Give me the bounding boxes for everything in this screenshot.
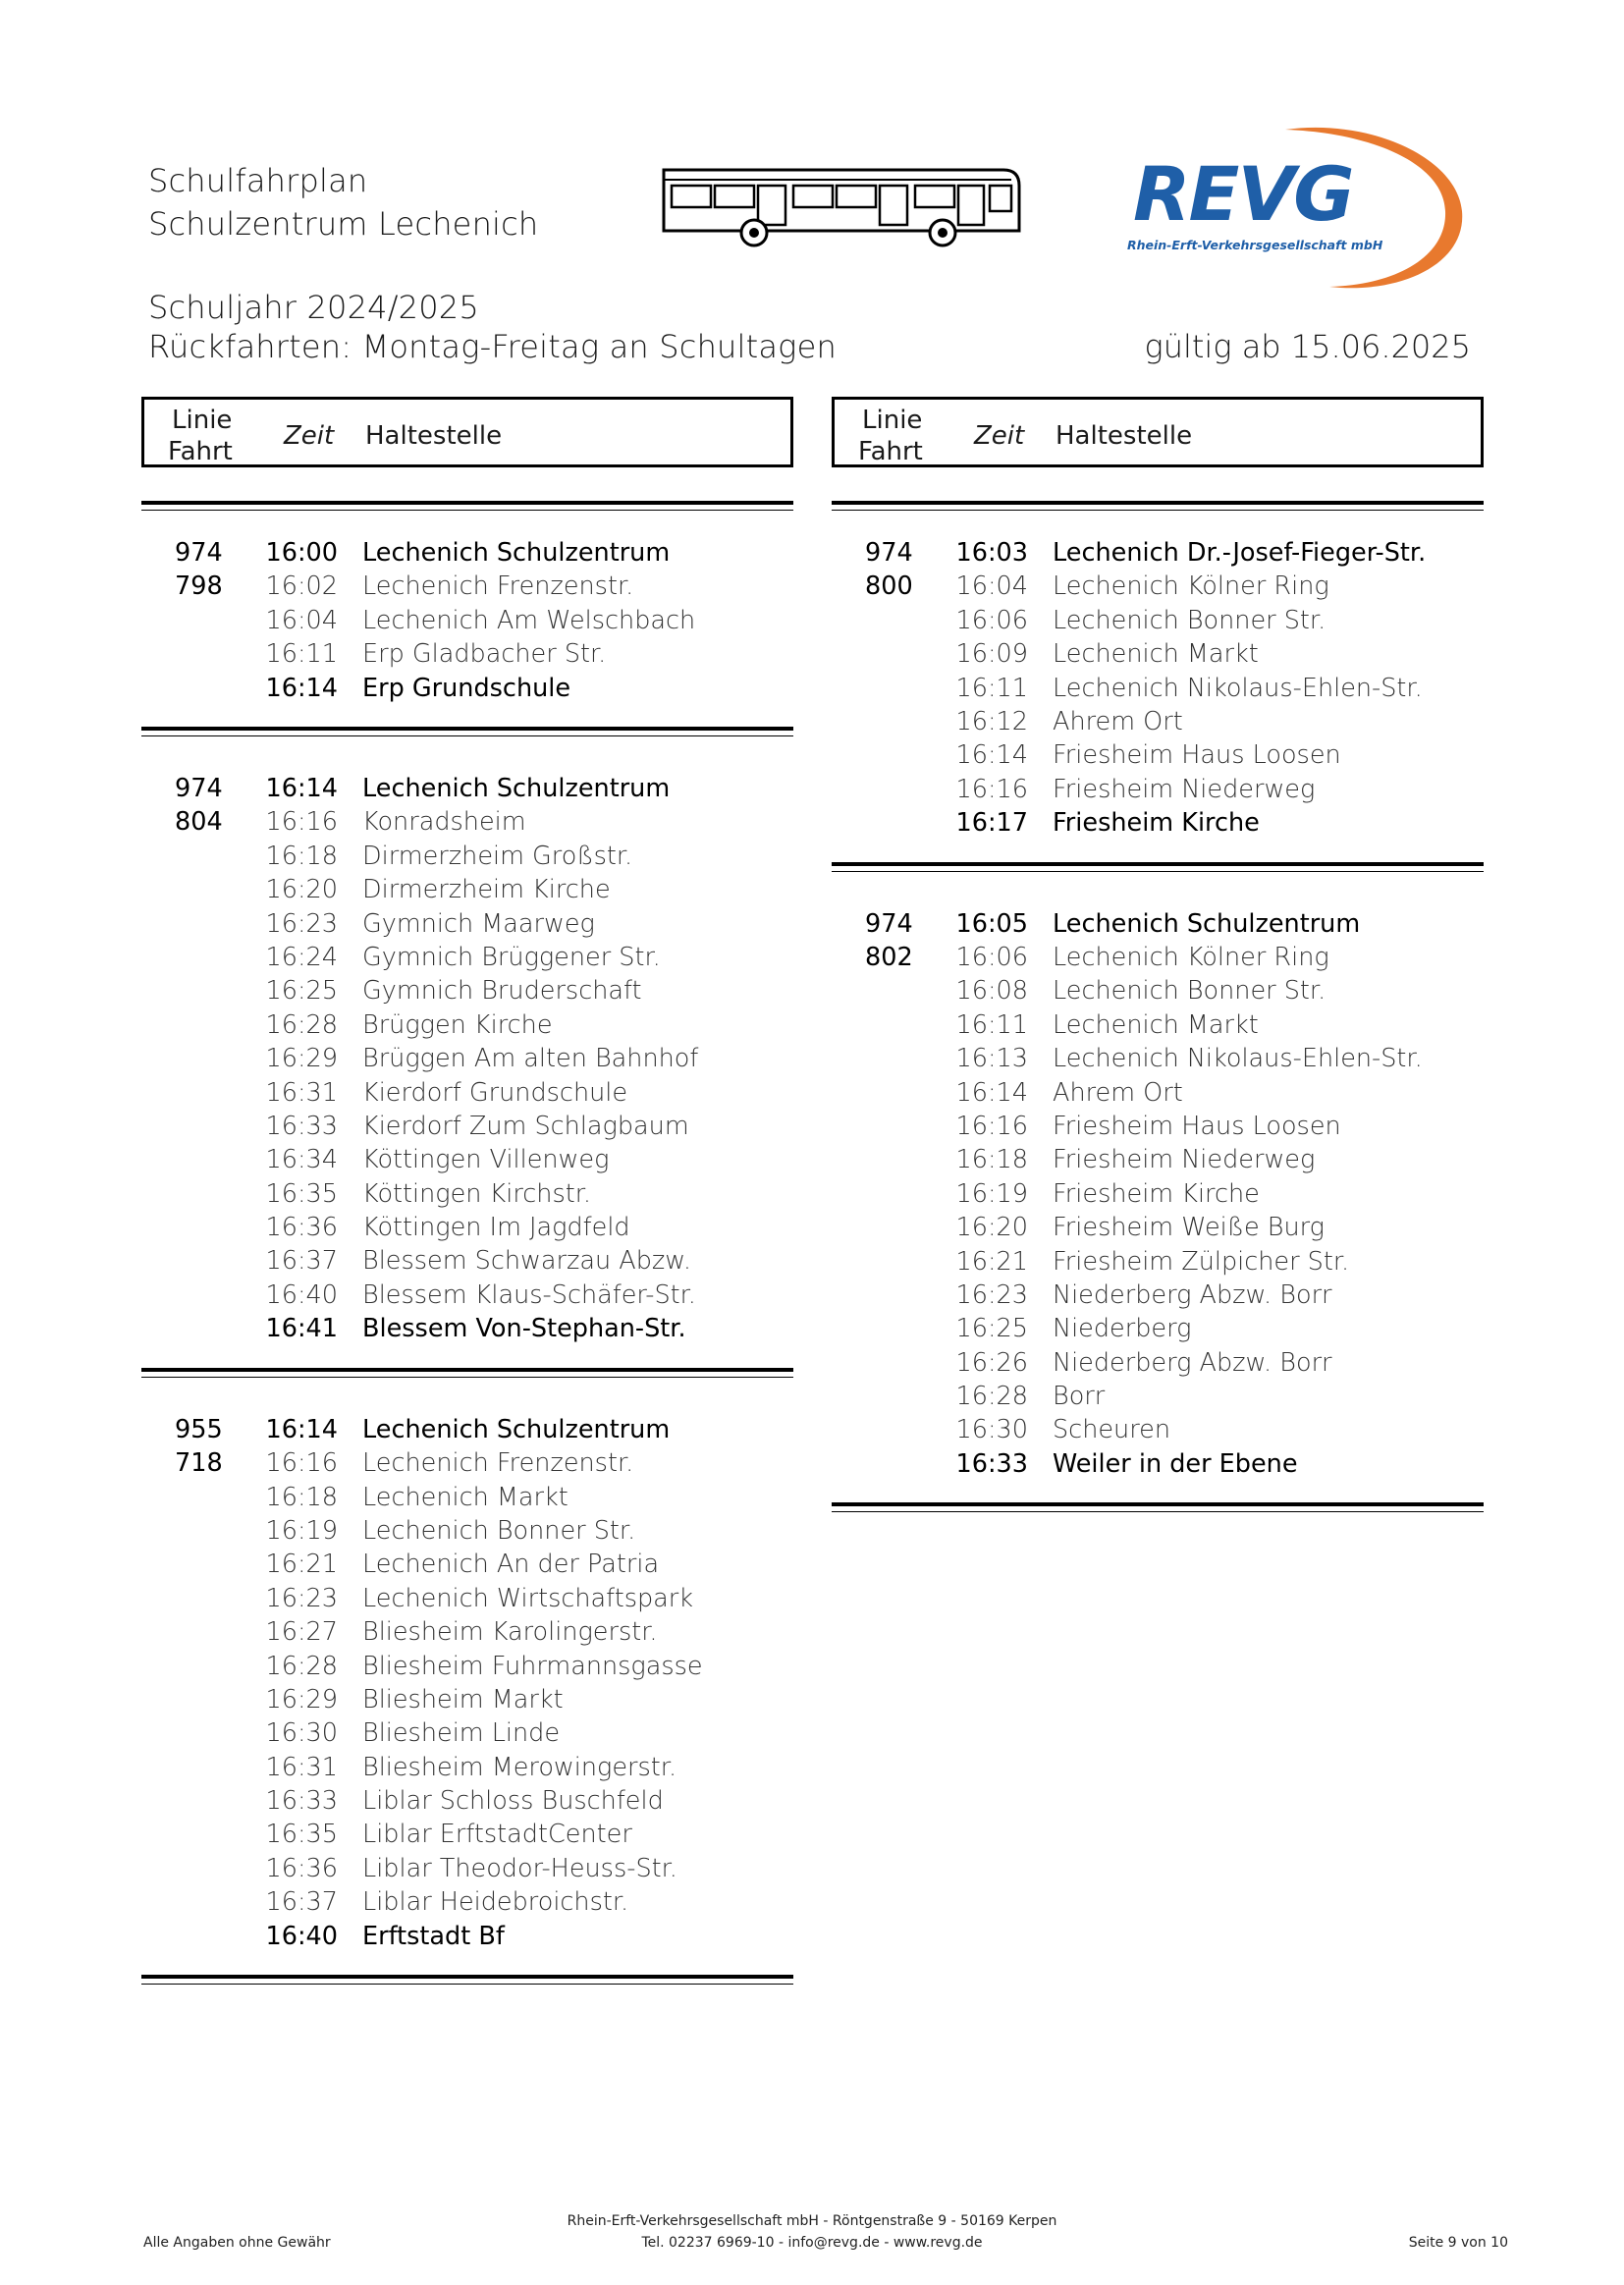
stop-row [832,1112,1484,1145]
footer-page-number: Seite 9 von 10 [1408,2235,1508,2251]
stop-row [141,976,793,1009]
stop-row [141,1112,793,1145]
stop-name: Lechenich Bonner Str. [1053,976,1326,1006]
stop-name: Lechenich An der Patria [362,1550,660,1580]
trip-run-number: 804 [175,807,223,838]
stop-name: Friesheim Niederweg [1053,1145,1316,1175]
stop-name: Erp Grundschule [362,673,571,703]
stop-name: Dirmerzheim Kirche [362,875,611,905]
footer-contact: Tel. 02237 6969-10 - info@revg.de - www.revg.de [641,2235,983,2251]
stop-time: 16:29 [265,1684,338,1714]
stop-row [141,1246,793,1279]
stop-name: Weiler in der Ebene [1053,1448,1298,1479]
stop-name: Dirmerzheim Großstr. [362,841,633,871]
stop-time: 16:04 [955,571,1028,602]
stop-row [141,571,793,605]
stop-name: Lechenich Frenzenstr. [362,571,634,602]
stop-time: 16:31 [265,1077,338,1108]
stop-row [832,1415,1484,1448]
stop-name: Bliesheim Linde [362,1718,561,1749]
stop-time: 16:29 [265,1044,338,1074]
trip-block [832,538,1484,843]
stop-time: 16:11 [955,1009,1028,1040]
stop-time: 16:16 [955,1111,1028,1141]
logo-tagline: Rhein-Erft-Verkehrsgesellschaft mbH [1127,238,1383,252]
trip-block [141,1415,793,1955]
section-rule [832,501,1484,511]
stop-row [832,1179,1484,1213]
stop-row [832,707,1484,740]
stop-name: Lechenich Schulzentrum [362,538,671,568]
stop-time: 16:06 [955,605,1028,635]
stop-row [832,639,1484,673]
stop-name: Friesheim Haus Loosen [1053,1111,1341,1141]
stop-time: 16:24 [265,942,338,972]
stop-row [141,1483,793,1516]
stop-row [141,674,793,707]
stop-time: 16:40 [265,1279,338,1310]
section-rule [141,1368,793,1378]
stop-row [832,909,1484,943]
stop-time: 16:18 [265,841,338,871]
section-rule [141,727,793,736]
section-rule [141,1975,793,1985]
stop-row [141,774,793,807]
valid-from: gültig ab 15.06.2025 [1144,328,1471,365]
stop-row [832,1280,1484,1314]
stop-name: Kierdorf Grundschule [362,1077,628,1108]
header-fahrt: Fahrt [168,437,233,466]
trip-block [832,909,1484,1484]
stop-row [141,1685,793,1718]
stop-time: 16:19 [265,1515,338,1546]
stop-row [141,807,793,841]
stop-time: 16:36 [265,1213,338,1243]
stop-name: Niederberg [1053,1314,1192,1344]
stop-time: 16:02 [265,571,338,602]
stop-time: 16:40 [265,1921,338,1951]
stop-name: Liblar ErftstadtCenter [362,1820,632,1850]
stop-time: 16:11 [265,639,338,670]
stop-time: 16:21 [955,1246,1028,1277]
stop-time: 16:12 [955,706,1028,736]
stop-name: Lechenich Kölner Ring [1053,571,1329,602]
stop-name: Scheuren [1053,1415,1170,1445]
stop-row [832,1078,1484,1112]
header-linie: Linie [862,406,923,435]
stop-row [141,1786,793,1820]
stop-time: 16:33 [265,1111,338,1141]
stop-row [141,1179,793,1213]
stop-row [141,1145,793,1178]
stop-row [141,606,793,639]
stop-row [141,1314,793,1347]
stop-time: 16:11 [955,673,1028,703]
stop-time: 16:16 [265,1448,338,1479]
stop-row [141,875,793,908]
stop-name: Lechenich Frenzenstr. [362,1448,634,1479]
stop-name: Blessem Von-Stephan-Str. [362,1314,686,1344]
trip-line-number: 974 [175,538,223,568]
stop-name: Bliesheim Fuhrmannsgasse [362,1651,703,1681]
stop-name: Niederberg Abzw. Borr [1053,1279,1332,1310]
stop-row [141,909,793,943]
stop-time: 16:17 [955,808,1028,839]
header-zeit: Zeit [284,421,335,451]
stop-name: Bliesheim Merowingerstr. [362,1752,677,1782]
stop-row [832,1314,1484,1347]
stop-row [141,1652,793,1685]
stop-row [141,1617,793,1651]
header-fahrt: Fahrt [858,437,923,466]
school-year: Schuljahr 2024/2025 [148,289,479,326]
stop-row [141,943,793,976]
stop-time: 16:28 [265,1009,338,1040]
trip-line-number: 974 [865,538,913,568]
stop-time: 16:05 [955,908,1028,939]
stop-time: 16:26 [955,1347,1028,1378]
stop-time: 16:34 [265,1145,338,1175]
section-rule [141,501,793,511]
stop-name: Friesheim Kirche [1053,808,1260,839]
stop-name: Bliesheim Markt [362,1684,564,1714]
stop-time: 16:20 [955,1213,1028,1243]
stop-time: 16:14 [265,1414,338,1444]
stop-time: 16:21 [265,1550,338,1580]
stop-row [141,1010,793,1044]
stop-row [832,976,1484,1009]
stop-name: Lechenich Kölner Ring [1053,942,1329,972]
stop-time: 16:14 [265,774,338,803]
stop-time: 16:33 [265,1786,338,1817]
stop-time: 16:33 [955,1448,1028,1479]
stop-time: 16:16 [955,774,1028,804]
stop-row [832,1145,1484,1178]
trip-run-number: 800 [865,571,913,602]
stop-name: Friesheim Kirche [1053,1178,1260,1209]
logo-wordmark: REVG [1133,150,1353,238]
title-line-1: Schulfahrplan [148,162,368,199]
stop-row [141,842,793,875]
stop-time: 16:25 [265,976,338,1006]
stop-name: Friesheim Zülpicher Str. [1053,1246,1350,1277]
stop-time: 16:30 [265,1718,338,1749]
stop-time: 16:23 [265,1583,338,1613]
stop-name: Liblar Theodor-Heuss-Str. [362,1853,677,1883]
stop-name: Lechenich Markt [362,1482,568,1512]
trip-line-number: 974 [865,908,913,939]
stop-name: Gymnich Brüggener Str. [362,942,661,972]
stop-row [832,808,1484,842]
stop-time: 16:30 [955,1415,1028,1445]
trip-line-number: 955 [175,1414,223,1444]
stop-row [832,1348,1484,1382]
stop-time: 16:28 [955,1382,1028,1412]
stop-time: 16:28 [265,1651,338,1681]
stop-time: 16:04 [265,605,338,635]
stop-name: Friesheim Niederweg [1053,774,1316,804]
trip-run-number: 802 [865,942,913,972]
stop-row [141,1044,793,1077]
stop-row [832,571,1484,605]
stop-row [141,1887,793,1921]
stop-time: 16:25 [955,1314,1028,1344]
header-haltestelle: Haltestelle [365,421,503,451]
stop-name: Gymnich Maarweg [362,908,595,939]
stop-time: 16:35 [265,1820,338,1850]
stop-time: 16:09 [955,639,1028,670]
stop-time: 16:41 [265,1314,338,1344]
section-rule [832,862,1484,872]
stop-row [141,1415,793,1448]
stop-name: Lechenich Wirtschaftspark [362,1583,694,1613]
stop-time: 16:14 [955,740,1028,771]
subtitle: Rückfahrten: Montag-Freitag an Schultagen [148,328,837,365]
stop-time: 16:03 [955,538,1028,568]
stop-time: 16:18 [955,1145,1028,1175]
stop-row [141,1213,793,1246]
stop-row [832,1247,1484,1280]
footer-company: Rhein-Erft-Verkehrsgesellschaft mbH - Röntgenstraße 9 - 50169 Kerpen [567,2213,1057,2229]
stop-name: Ahrem Ort [1053,706,1183,736]
header-haltestelle: Haltestelle [1056,421,1193,451]
stop-name: Friesheim Weiße Burg [1053,1213,1325,1243]
stop-time: 16:06 [955,942,1028,972]
stop-name: Köttingen Kirchstr. [362,1178,591,1209]
stop-name: Borr [1053,1382,1106,1412]
stop-name: Friesheim Haus Loosen [1053,740,1341,771]
stop-row [141,1922,793,1955]
trip-line-number: 974 [175,774,223,803]
stop-row [832,1449,1484,1483]
right-column-header [832,397,1484,467]
stop-time: 16:13 [955,1044,1028,1074]
stop-name: Lechenich Schulzentrum [362,774,671,803]
stop-name: Gymnich Bruderschaft [362,976,642,1006]
stop-time: 16:18 [265,1482,338,1512]
stop-time: 16:14 [265,673,338,703]
stop-row [141,1854,793,1887]
stop-name: Konradsheim [362,807,526,838]
stop-row [141,1448,793,1482]
stop-name: Lechenich Nikolaus-Ehlen-Str. [1053,673,1423,703]
stop-row [141,1078,793,1112]
stop-row [832,943,1484,976]
stop-name: Lechenich Bonner Str. [362,1515,636,1546]
stop-name: Kierdorf Zum Schlagbaum [362,1111,689,1141]
stop-time: 16:23 [955,1279,1028,1310]
stop-row [141,1550,793,1583]
stop-name: Köttingen Villenweg [362,1145,610,1175]
trip-run-number: 718 [175,1448,223,1479]
stop-name: Liblar Heidebroichstr. [362,1887,629,1918]
stop-time: 16:27 [265,1617,338,1648]
stop-time: 16:20 [265,875,338,905]
stop-name: Ahrem Ort [1053,1077,1183,1108]
trip-run-number: 798 [175,571,223,602]
stop-row [832,606,1484,639]
trip-block [141,774,793,1348]
stop-row [832,1044,1484,1077]
revg-logo [1123,118,1477,295]
stop-row [141,1820,793,1853]
stop-name: Lechenich Markt [1053,1009,1259,1040]
left-column-header [141,397,793,467]
stop-time: 16:08 [955,976,1028,1006]
stop-name: Lechenich Am Welschbach [362,605,696,635]
stop-time: 16:36 [265,1853,338,1883]
stop-row [832,538,1484,571]
stop-name: Blessem Klaus-Schäfer-Str. [362,1279,696,1310]
title-line-2: Schulzentrum Lechenich [148,205,539,243]
stop-name: Brüggen Am alten Bahnhof [362,1044,699,1074]
stop-name: Lechenich Markt [1053,639,1259,670]
stop-time: 16:37 [265,1246,338,1277]
stop-name: Lechenich Nikolaus-Ehlen-Str. [1053,1044,1423,1074]
stop-name: Lechenich Bonner Str. [1053,605,1326,635]
stop-name: Brüggen Kirche [362,1009,553,1040]
stop-time: 16:00 [265,538,338,568]
stop-row [141,1584,793,1617]
stop-time: 16:31 [265,1752,338,1782]
header-zeit: Zeit [974,421,1025,451]
stop-name: Lechenich Schulzentrum [1053,908,1361,939]
stop-row [832,1213,1484,1246]
stop-name: Niederberg Abzw. Borr [1053,1347,1332,1378]
stop-time: 16:19 [955,1178,1028,1209]
stop-name: Lechenich Schulzentrum [362,1414,671,1444]
footer-disclaimer: Alle Angaben ohne Gewähr [143,2235,331,2251]
stop-row [141,1280,793,1314]
stop-name: Liblar Schloss Buschfeld [362,1786,664,1817]
stop-time: 16:14 [955,1077,1028,1108]
stop-row [832,674,1484,707]
stop-name: Bliesheim Karolingerstr. [362,1617,658,1648]
stop-row [141,1718,793,1752]
stop-name: Erftstadt Bf [362,1921,505,1951]
stop-name: Köttingen Im Jagdfeld [362,1213,630,1243]
stop-row [832,1010,1484,1044]
stop-time: 16:35 [265,1178,338,1209]
stop-row [832,775,1484,808]
stop-row [832,1382,1484,1415]
section-rule [832,1502,1484,1512]
stop-time: 16:37 [265,1887,338,1918]
stop-row [832,740,1484,774]
header-linie: Linie [172,406,233,435]
bus-icon [658,162,1025,250]
stop-row [141,538,793,571]
stop-name: Lechenich Dr.-Josef-Fieger-Str. [1053,538,1427,568]
stop-row [141,1753,793,1786]
stop-row [141,1516,793,1550]
stop-time: 16:16 [265,807,338,838]
stop-time: 16:23 [265,908,338,939]
trip-block [141,538,793,707]
stop-name: Erp Gladbacher Str. [362,639,607,670]
stop-row [141,639,793,673]
stop-name: Blessem Schwarzau Abzw. [362,1246,691,1277]
